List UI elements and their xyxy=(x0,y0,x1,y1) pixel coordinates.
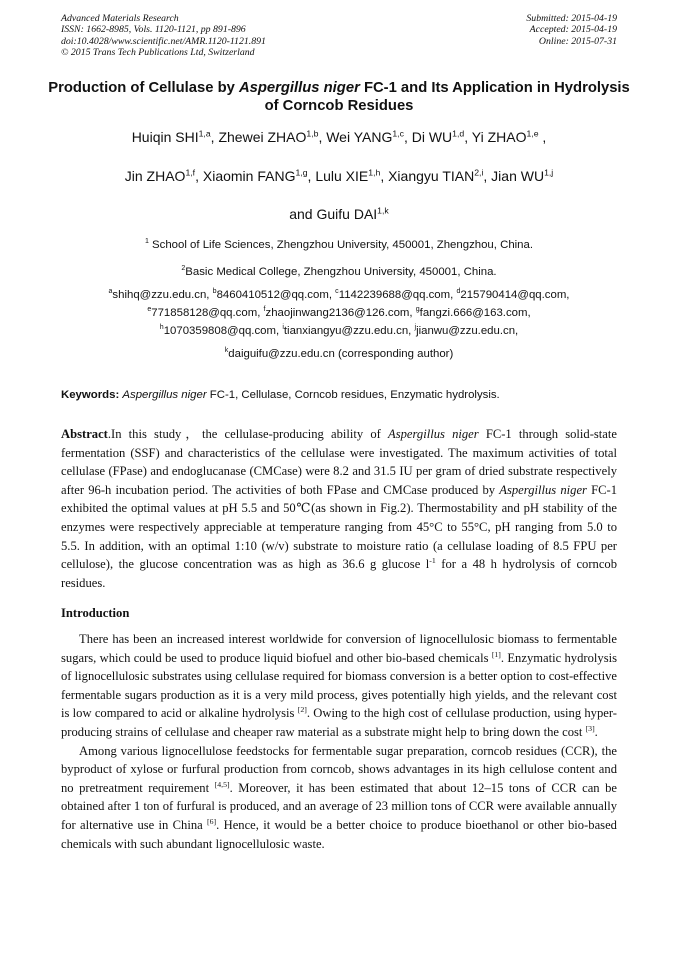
copyright-line: © 2015 Trans Tech Publications Ltd, Switzerland xyxy=(61,47,255,59)
issn-line: ISSN: 1662-8985, Vols. 1120-1121, pp 891-896 xyxy=(61,24,246,36)
author-line-1 xyxy=(40,128,638,146)
dates-header xyxy=(526,13,617,47)
affiliation-2: $^2$Basic Medical College, Zhengzhou University, 450001, China. xyxy=(181,265,497,278)
author: Huiqin SHI$^{1,a}$, xyxy=(131,128,219,145)
citation: [3] xyxy=(585,723,595,733)
citation: [4,5] xyxy=(214,779,230,789)
citation: [1] xyxy=(491,649,501,659)
title-text-end: FC-1 and Its Application in Hydrolysis of Corncob Residues xyxy=(264,80,630,114)
introduction-body xyxy=(61,630,617,853)
email-line-3: $^h$1070359808@qq.com, $^i$tianxiangyu@zzu.edu.cn, $^j$jianwu@zzu.edu.cn, xyxy=(159,324,519,337)
title-species: Aspergillus niger xyxy=(238,80,360,96)
introduction-paragraph-1: There has been an increased interest worldwide for conversion of lignocellulosic biomass to fermentable sugars, which could be used to produce liquid biofuel and other bio-based chemicals [1]. Enzymatic hydrolysis of lignocellulosic substrates using cellulase required for biomass conversion is a better option to cost-effective fermentable sugars production as it is a very mild process, gives potentially high yields, and the relevant cost is low compared to acid or alkaline hydrolysis [2]. Owing to the high cost of cellulase production, using hyper-producing strains of cellulase and cheaper raw material as a substrate might help to bring down the cost [3]. xyxy=(61,632,618,739)
author-line-2 xyxy=(40,167,638,185)
author: Lulu XIE$^{1,h}$, xyxy=(315,167,389,184)
online-date: Online: 2015-07-31 xyxy=(538,35,617,47)
keywords: Keywords: Aspergillus niger FC-1, Cellulase, Corncob residues, Enzymatic hydrolysis. xyxy=(61,389,500,401)
author: Wei YANG$^{1,c}$, xyxy=(326,128,412,145)
citation: [6] xyxy=(207,816,217,826)
email-line-4: $^k$daiguifu@zzu.edu.cn (corresponding author) xyxy=(224,347,454,360)
title-text: Production of Cellulase by xyxy=(48,80,239,96)
citation: [2] xyxy=(297,705,307,715)
author: Xiaomin FANG$^{1,g}$, xyxy=(202,167,316,184)
author: Yi ZHAO$^{1,e}$ , xyxy=(471,128,547,145)
affiliation-1: $^1$ School of Life Sciences, Zhengzhou University, 450001, Zhengzhou, China. xyxy=(144,238,534,251)
email-line-1: $^a$shihq@zzu.edu.cn, $^b$8460410512@qq.com, $^c$1142239688@qq.com, $^d$215790414@qq.com, xyxy=(108,288,570,301)
author: Zhewei ZHAO$^{1,b}$, xyxy=(218,128,327,145)
author: Jin ZHAO$^{1,f}$, xyxy=(124,167,203,184)
submitted-date: Submitted: 2015-04-19 xyxy=(526,13,617,24)
email-line-2: $^e$771858128@qq.com, $^f$zhaojinwang2136@126.com, $^g$fangzi.666@163.com, xyxy=(147,306,531,319)
author-line-3 xyxy=(40,205,638,223)
keywords-label: Keywords: xyxy=(61,389,120,401)
introduction-heading: Introduction xyxy=(61,606,130,620)
journal-name: Advanced Materials Research xyxy=(61,13,179,24)
author: and Guifu DAI$^{1,k}$ xyxy=(289,205,389,222)
abstract: Abstract.In this study，the cellulase-producing ability of Aspergillus niger FC-1 through solid-state fermentation (SSF) and characteristics of the cellulase were investigated. The maximum activities of total cellulase (FPase) and endoglucanase (CMCase) were 8.2 and 31.5 IU per gram of dried substrate respectively after 96-h incubation period. The activities of both FPase and CMCase produced by Aspergillus niger FC-1 exhibited the optimal values at pH 5.5 and 50℃(as shown in Fig.2). Thermostability and pH stability of the enzymes were respectively appreciable at temperature ranging from 45°C to 55°C, pH ranging from 5.0 to 5.5. In addition, with an optimal 1:10 (w/v) substrate to moisture ratio (a cellulase loading of 8.5 FPU per cellulose), the glucose concentration was as high as 36.6 g glucose $l^{-1}$ for a 48 h hydrolysis of corncob residues. xyxy=(61,427,618,590)
author: Jian WU$^{1,j}$ xyxy=(491,167,554,184)
doi-line: doi:10.4028/www.scientific.net/AMR.1120-1121.891 xyxy=(61,35,266,47)
paper-title xyxy=(40,80,638,115)
abstract-label: Abstract xyxy=(61,427,108,441)
journal-header xyxy=(61,13,266,59)
author: Di WU$^{1,d}$, xyxy=(411,128,472,145)
introduction-paragraph-2: Among various lignocellulose feedstocks for fermentable sugar preparation, corncob residues (CCR), the byproduct of xylose or furfural production from corncob, shows advantages in its high cellulose content and no pretreatment requirement [4,5]. Moreover, it has been estimated that about 12–15 tons of CCR can be obtained after 1 ton of furfural is produced, and an average of 23 million tons of CCR were available annually for alternative use in China [6]. Hence, it would be a better choice to produce bioethanol or other bio-based chemicals with such abundant lignocellulosic waste. xyxy=(61,743,618,851)
accepted-date: Accepted: 2015-04-19 xyxy=(529,24,617,36)
author: Xiangyu TIAN$^{2,i}$, xyxy=(388,167,492,184)
